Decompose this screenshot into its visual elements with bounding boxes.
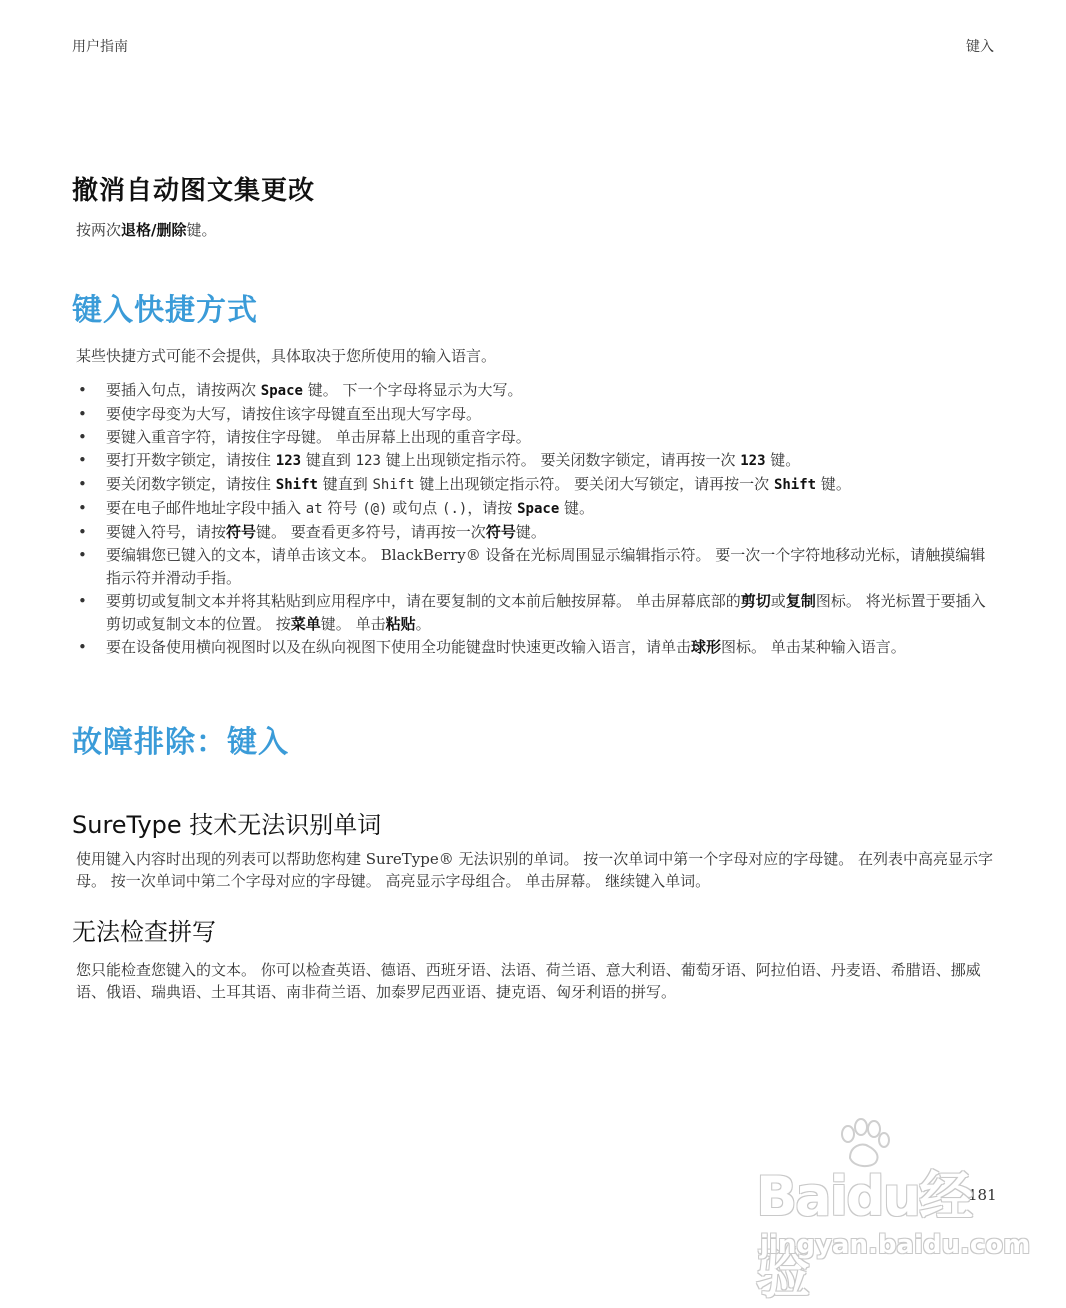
list-item: • 要键入重音字符，请按住字母键。 单击屏幕上出现的重音字母。 — [72, 426, 997, 449]
suretype-subtitle: SureType 技术无法识别单词 — [72, 811, 382, 839]
page-content — [72, 170, 997, 1003]
running-header-left: 用户指南 — [72, 39, 128, 55]
shortcuts-intro: 某些快捷方式可能不会提供，具体取决于您所使用的输入语言。 — [76, 347, 497, 365]
baidu-watermark — [756, 1118, 1031, 1305]
list-item: • 要在电子邮件地址字段中插入 at 符号 (@) 或句点 (.)，请按 Space 键。 — [72, 497, 997, 521]
list-item: • 要剪切或复制文本并将其粘贴到应用程序中，请在要复制的文本前后触按屏幕。 单击屏幕底部的剪切或复制图标。 将光标置于要插入剪切或复制文本的位置。 按菜单键。 单击粘贴。 — [72, 590, 997, 636]
troubleshooting-section-title: 故障排除：键入 — [72, 725, 289, 760]
undo-section-title: 撤消自动图文集更改 — [72, 176, 316, 206]
spellcheck-subtitle: 无法检查拼写 — [72, 918, 216, 946]
watermark-logo: Baidu经验 — [756, 1165, 972, 1305]
running-header-right: 键入 — [966, 39, 994, 55]
shortcuts-section-title: 键入快捷方式 — [72, 293, 258, 328]
list-item: • 要关闭数字锁定，请按住 Shift 键直到 Shift 键上出现锁定指示符。 要关闭大写锁定，请再按一次 Shift 键。 — [72, 473, 997, 497]
spellcheck-text: 您只能检查您键入的文本。 你可以检查英语、德语、西班牙语、法语、荷兰语、意大利语、葡萄牙语、阿拉伯语、丹麦语、希腊语、挪威语、俄语、瑞典语、土耳其语、南非荷兰语、加泰罗尼西亚语、捷克语、匈牙利语的拼写。 — [76, 961, 981, 1001]
page-number: 181 — [968, 1186, 997, 1204]
list-item: • 要在设备使用横向视图时以及在纵向视图下使用全功能键盘时快速更改输入语言，请单击球形图标。 单击某种输入语言。 — [72, 636, 997, 659]
list-item: • 要键入符号，请按符号键。 要查看更多符号，请再按一次符号键。 — [72, 521, 997, 544]
list-item: • 要使字母变为大写，请按住该字母键直至出现大写字母。 — [72, 403, 997, 426]
list-item: • 要编辑您已键入的文本，请单击该文本。 BlackBerry® 设备在光标周围显示编辑指示符。 要一次一个字符地移动光标，请触摸编辑指示符并滑动手指。 — [72, 544, 997, 590]
suretype-text: 使用键入内容时出现的列表可以帮助您构建 SureType® 无法识别的单词。 按一次单词中第一个字母对应的字母键。 在列表中高亮显示字母。 按一次单词中第二个字母对应的字母键。 高亮显示字母组合。 单击屏幕。 继续键入单词。 — [76, 850, 994, 890]
watermark-url: jingyan.baidu.com — [760, 1230, 1031, 1260]
list-item: • 要打开数字锁定，请按住 123 键直到 123 键上出现锁定指示符。 要关闭数字锁定，请再按一次 123 键。 — [72, 449, 997, 473]
shortcut-list — [72, 379, 997, 659]
undo-instruction: 按两次退格/删除键。 — [76, 221, 217, 239]
list-item: • 要插入句点，请按两次 Space 键。 下一个字母将显示为大写。 — [72, 379, 997, 403]
